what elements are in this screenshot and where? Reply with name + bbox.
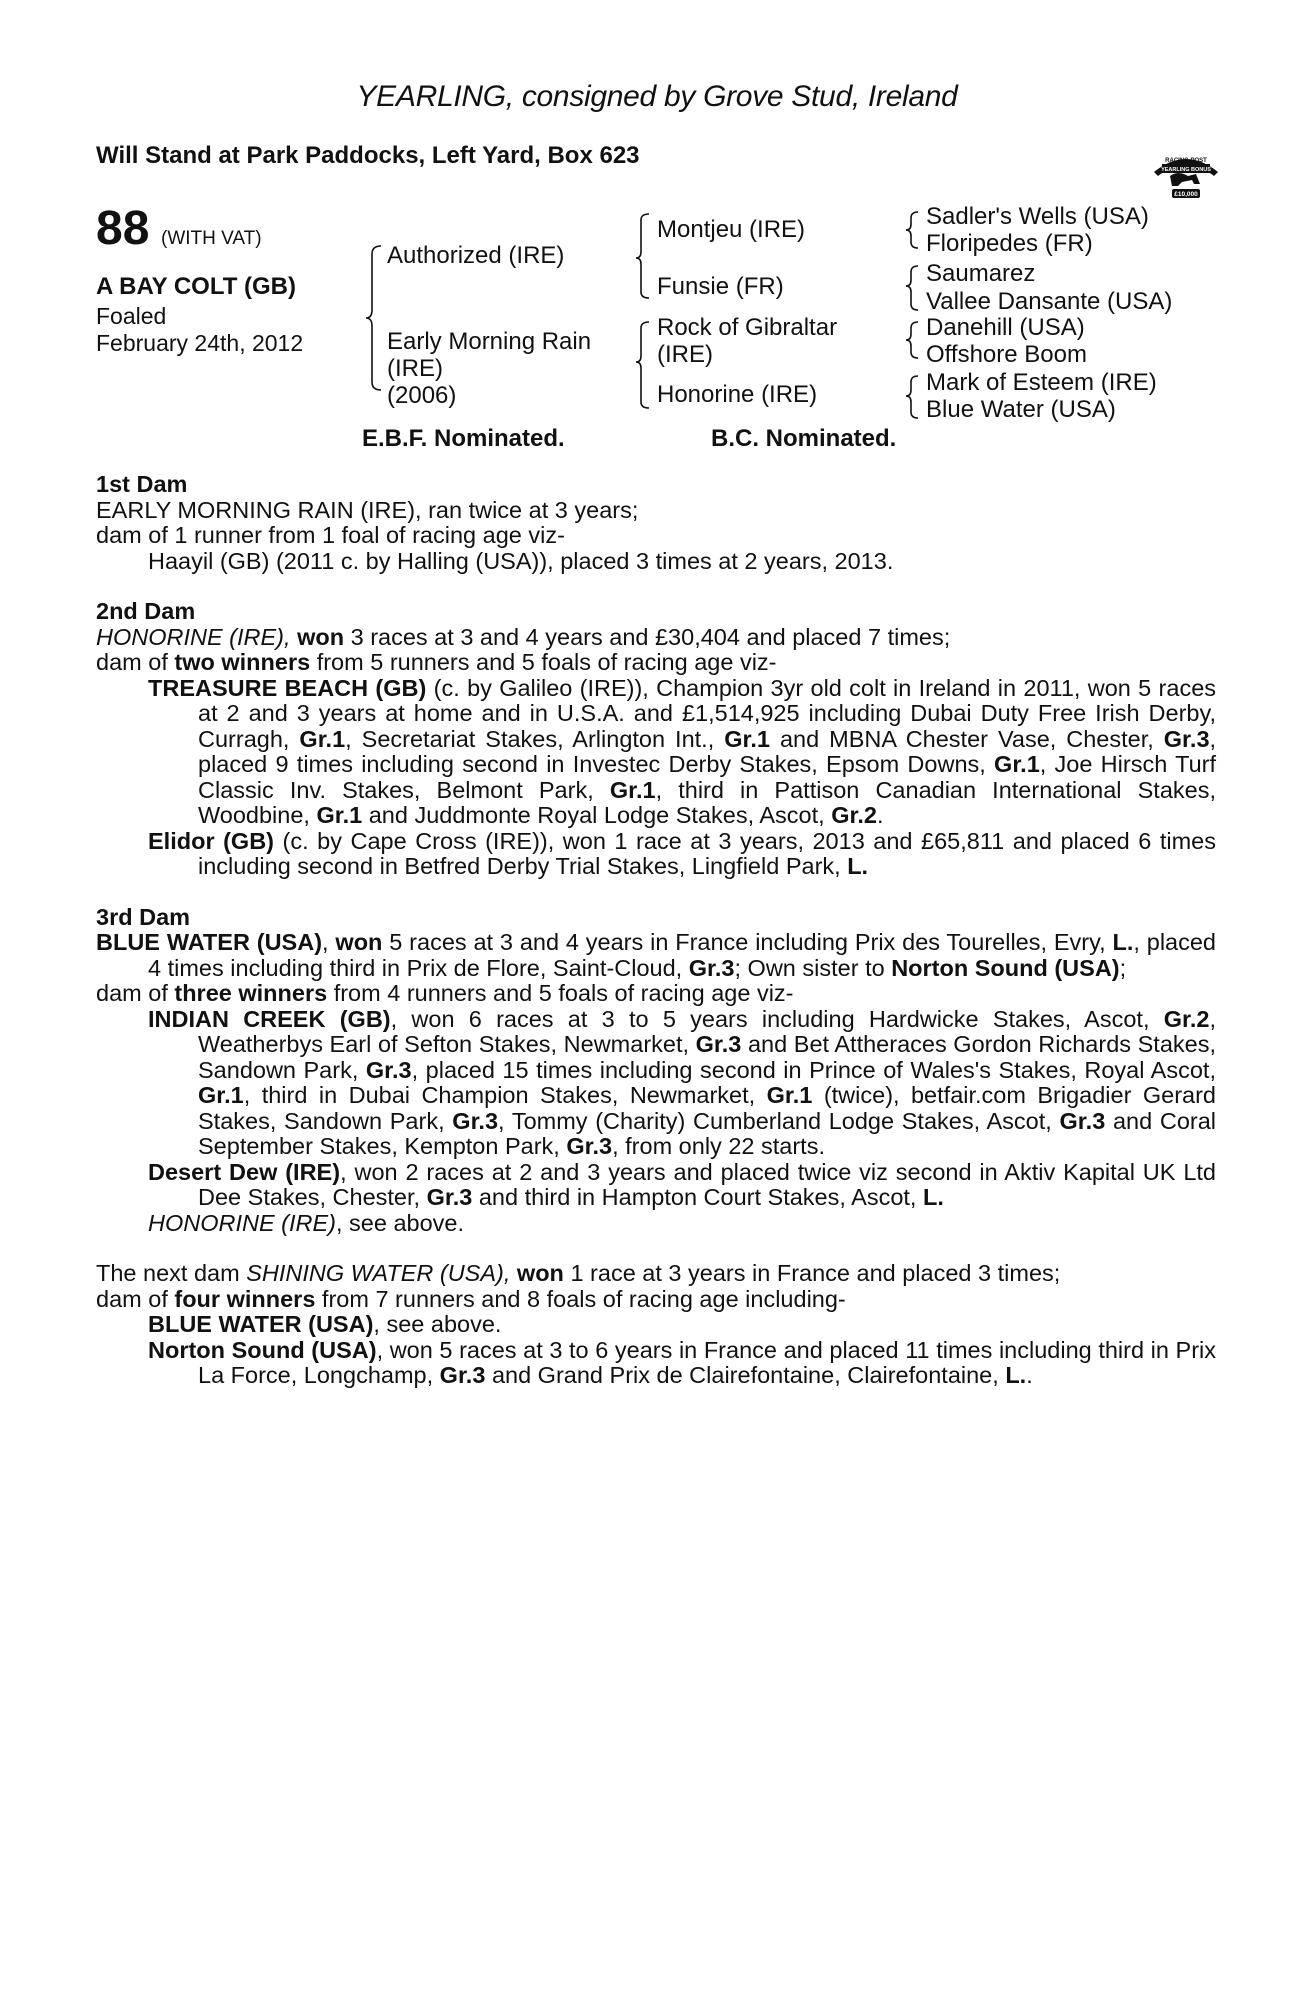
ebf-nominated: E.B.F. Nominated. — [362, 425, 565, 452]
yearling-bonus-badge — [1148, 146, 1224, 202]
second-dam-name: HONORINE (IRE), — [96, 623, 291, 650]
bc-nominated: B.C. Nominated. — [711, 425, 897, 452]
norton-sound-entry: Norton Sound (USA), won 5 races at 3 to 6 years in France and placed 11 times including third in Prix La Force, Longchamp, Gr.3 and Grand Prix de Clairefontaine, Clairefontaine, L.. — [148, 1336, 1216, 1388]
pedigree-sds: Saumarez — [926, 260, 1036, 287]
badge-line1: RACING POST — [1165, 158, 1207, 164]
pedigree-ssd: Floripedes (FR) — [926, 230, 1093, 257]
pedigree-dam-origin: (IRE) — [387, 355, 443, 382]
pedigree-dam-sire-origin: (IRE) — [657, 341, 713, 368]
brace-sire — [636, 214, 649, 298]
third-dam-of: dam of three winners from 4 runners and 5 foals of racing age viz- — [96, 980, 794, 1006]
lot-number: 88 — [96, 202, 150, 255]
first-dam-line1: EARLY MORNING RAIN (IRE), ran twice at 3 years; — [96, 496, 639, 523]
pedigree-sire-sire: Montjeu (IRE) — [657, 216, 806, 243]
page-title: YEARLING, consigned by Grove Stud, Ireland — [356, 80, 958, 113]
third-dam-heading: 3rd Dam — [96, 903, 191, 930]
pedigree-dam-dam: Honorine (IRE) — [657, 381, 818, 408]
first-dam-produce: Haayil (GB) (2011 c. by Halling (USA)), placed 3 times at 2 years, 2013. — [148, 547, 894, 574]
foaled-label: Foaled — [96, 303, 167, 329]
brace-main — [366, 246, 381, 390]
badge-line2: YEARLING BONUS — [1161, 167, 1211, 173]
pedigree-dam-sire — [657, 314, 837, 368]
pedigree-dam-name: Early Morning Rain — [387, 328, 592, 355]
pedigree-dds: Mark of Esteem (IRE) — [926, 369, 1157, 396]
horse-icon — [1170, 173, 1200, 186]
next-dam-of: dam of four winners from 7 runners and 8 foals of racing age including- — [96, 1285, 846, 1312]
brace-dam — [636, 322, 649, 408]
first-dam-heading: 1st Dam — [96, 471, 188, 497]
brace-ds — [906, 322, 918, 358]
pedigree-sdd: Vallee Dansante (USA) — [926, 288, 1173, 315]
honorine-ref: HONORINE (IRE), see above. — [148, 1209, 465, 1236]
next-dam-line: The next dam SHINING WATER (USA), won 1 race at 3 years in France and placed 3 times; — [96, 1260, 1061, 1286]
blue-water-entry: BLUE WATER (USA), won 5 races at 3 and 4 years in France including Prix des Tourelles, Evry, L., placed 4 times including third in Prix de Flore, Saint-Cloud, Gr.3; Own sister to Norton Sound (USA); — [96, 929, 1216, 981]
desert-dew-entry: Desert Dew (IRE), won 2 races at 2 and 3 years and placed twice viz second in Aktiv Kapital UK Ltd Dee Stakes, Chester, Gr.3 and third in Hampton Court Stakes, Ascot, L. — [148, 1158, 1216, 1210]
brace-dd — [906, 376, 918, 418]
badge-amount: £10,000 — [1174, 191, 1198, 198]
second-dam-heading: 2nd Dam — [96, 598, 196, 624]
pedigree-dam — [387, 328, 591, 409]
pedigree-dss: Danehill (USA) — [926, 314, 1085, 341]
pedigree-dsd: Offshore Boom — [926, 341, 1087, 368]
lot-vat: (WITH VAT) — [161, 228, 262, 249]
indian-creek-entry: INDIAN CREEK (GB), won 6 races at 3 to 5 years including Hardwicke Stakes, Ascot, Gr.2, Weatherbys Earl of Sefton Stakes, Newmarket, Gr.3 and Bet Attheraces Gordon Richards Stakes, Sandown Park, Gr.3, placed 15 times including second in Prince of Wales's Stakes, Royal Ascot, Gr.1, third in Dubai Champion Stakes, Newmarket, Gr.1 (twice), betfair.com Brigadier Gerard Stakes, Sandown Park, Gr.3, Tommy (Charity) Cumberland Lodge Stakes, Ascot, Gr.3 and Coral September Stakes, Kempton Park, Gr.3, from only 22 starts. — [148, 1005, 1217, 1159]
lot-name: A BAY COLT (GB) — [96, 273, 297, 300]
second-dam-line: HONORINE (IRE), won 3 races at 3 and 4 years and £30,404 and placed 7 times; — [96, 623, 951, 650]
elidor-entry: Elidor (GB) (c. by Cape Cross (IRE)), won 1 race at 3 years, 2013 and £65,811 and placed 6 times including second in Betfred Derby Trial Stakes, Lingfield Park, L. — [148, 827, 1216, 879]
pedigree-sire-dam: Funsie (FR) — [657, 273, 784, 300]
treasure-beach-entry: TREASURE BEACH (GB) (c. by Galileo (IRE)), Champion 3yr old colt in Ireland in 2011, won 5 races at 2 and 3 years at home and in U.S.A. and £1,514,925 including Dubai Duty Free Irish Derby, Curragh, Gr.1, Secretariat Stakes, Arlington Int., Gr.1 and MBNA Chester Vase, Chester, Gr.3, placed 9 times including second in Investec Derby Stakes, Epsom Downs, Gr.1, Joe Hirsch Turf Classic Inv. Stakes, Belmont Park, Gr.1, third in Pattison Canadian International Stakes, Woodbine, Gr.1 and Juddmonte Royal Lodge Stakes, Ascot, Gr.2. — [148, 674, 1217, 828]
pedigree-ddd: Blue Water (USA) — [926, 396, 1116, 423]
foaled-info — [96, 303, 303, 357]
foaled-date: February 24th, 2012 — [96, 330, 304, 356]
catalogue-body — [96, 472, 1216, 1389]
pedigree-sire: Authorized (IRE) — [387, 242, 565, 269]
brace-sd — [906, 266, 918, 310]
first-dam-line2: dam of 1 runner from 1 foal of racing age viz- — [96, 522, 565, 548]
stand-location: Will Stand at Park Paddocks, Left Yard, Box 623 — [96, 142, 640, 169]
second-dam-of: dam of two winners from 5 runners and 5 foals of racing age viz- — [96, 649, 777, 675]
pedigree-dam-sire-name: Rock of Gibraltar — [657, 314, 838, 341]
pedigree-sss: Sadler's Wells (USA) — [926, 203, 1149, 230]
blue-water-ref: BLUE WATER (USA), see above. — [148, 1311, 502, 1337]
pedigree-dam-year: (2006) — [387, 382, 457, 409]
brace-ss — [906, 212, 918, 248]
